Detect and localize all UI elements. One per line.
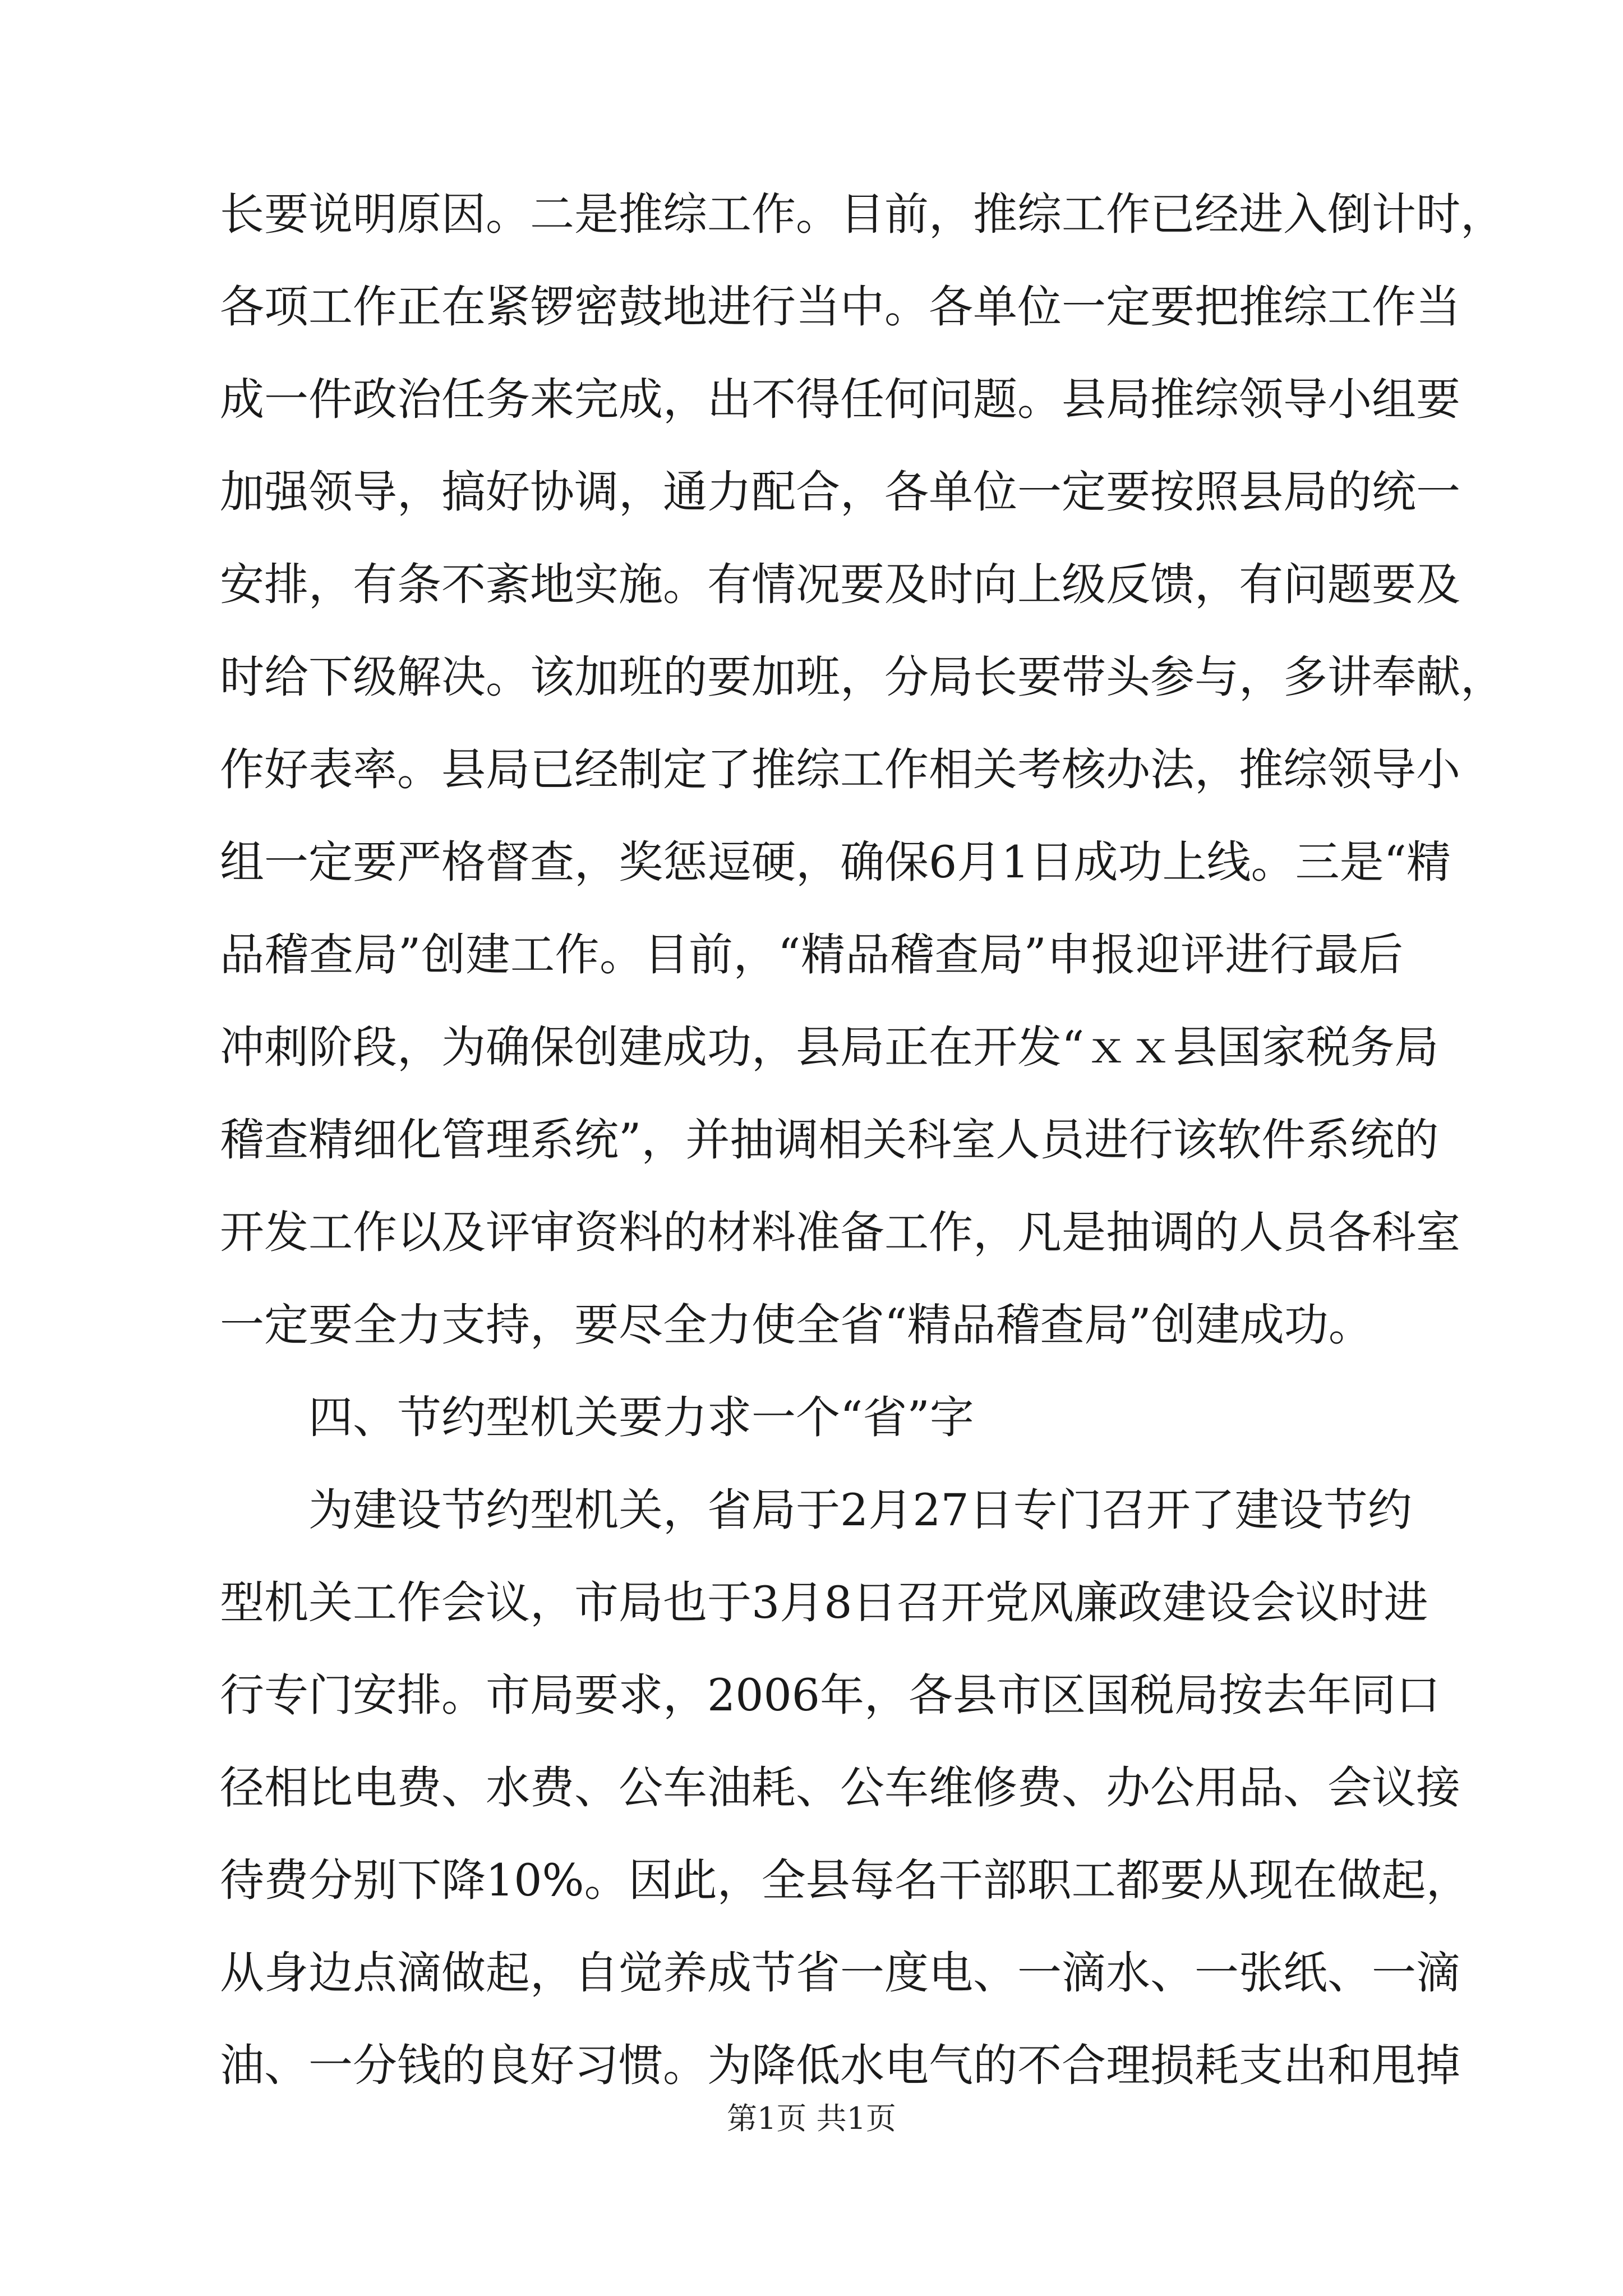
text-line: 从身边点滴做起，自觉养成节省一度电、一滴水、一张纸、一滴 [220, 1947, 1460, 1999]
text-line: 开发工作以及评审资料的材料准备工作，凡是抽调的人员各科室 [220, 1207, 1460, 1258]
text-line: 长要说明原因。二是推综工作。目前，推综工作已经进入倒计时， [220, 188, 1505, 240]
text-line: 行专门安排。市局要求，2006年，各县市区国税局按去年同口 [220, 1669, 1441, 1721]
text-line: 组一定要严格督查，奖惩逗硬，确保6月1日成功上线。三是“精 [220, 836, 1451, 888]
text-line: 各项工作正在紧锣密鼓地进行当中。各单位一定要把推综工作当 [220, 281, 1460, 333]
text-line: 待费分别下降10%。因此，全县每名干部职工都要从现在做起， [220, 1855, 1470, 1906]
text-line: 安排，有条不紊地实施。有情况要及时向上级反馈，有问题要及 [220, 559, 1460, 610]
text-line: 冲刺阶段，为确保创建成功，县局正在开发“ｘｘ县国家税务局 [220, 1022, 1439, 1073]
text-line: 一定要全力支持，要尽全力使全省“精品稽查局”创建成功。 [220, 1299, 1373, 1351]
text-line: 为建设节约型机关，省局于2月27日专门召开了建设节约 [308, 1484, 1412, 1536]
text-line: 时给下级解决。该加班的要加班，分局长要带头参与，多讲奉献， [220, 651, 1505, 703]
text-line: 稽查精细化管理系统”，并抽调相关科室人员进行该软件系统的 [220, 1114, 1439, 1166]
section-heading: 四、节约型机关要力求一个“省”字 [308, 1392, 974, 1443]
text-line: 油、一分钱的良好习惯。为降低水电气的不合理损耗支出和甩掉 [220, 2040, 1460, 2091]
text-line: 作好表率。县局已经制定了推综工作相关考核办法，推综领导小 [220, 744, 1460, 795]
text-line: 品稽查局”创建工作。目前，“精品稽查局”申报迎评进行最后 [220, 929, 1403, 981]
body-text [220, 168, 1505, 2112]
text-line: 径相比电费、水费、公车油耗、公车维修费、办公用品、会议接 [220, 1762, 1460, 1814]
page-footer: 第1页 共1页 [727, 2101, 896, 2136]
text-line: 型机关工作会议，市局也于3月8日召开党风廉政建设会议时进 [220, 1577, 1428, 1628]
text-line: 成一件政治任务来完成，出不得任何问题。县局推综领导小组要 [220, 374, 1460, 425]
text-line: 加强领导，搞好协调，通力配合，各单位一定要按照县局的统一 [220, 466, 1460, 518]
